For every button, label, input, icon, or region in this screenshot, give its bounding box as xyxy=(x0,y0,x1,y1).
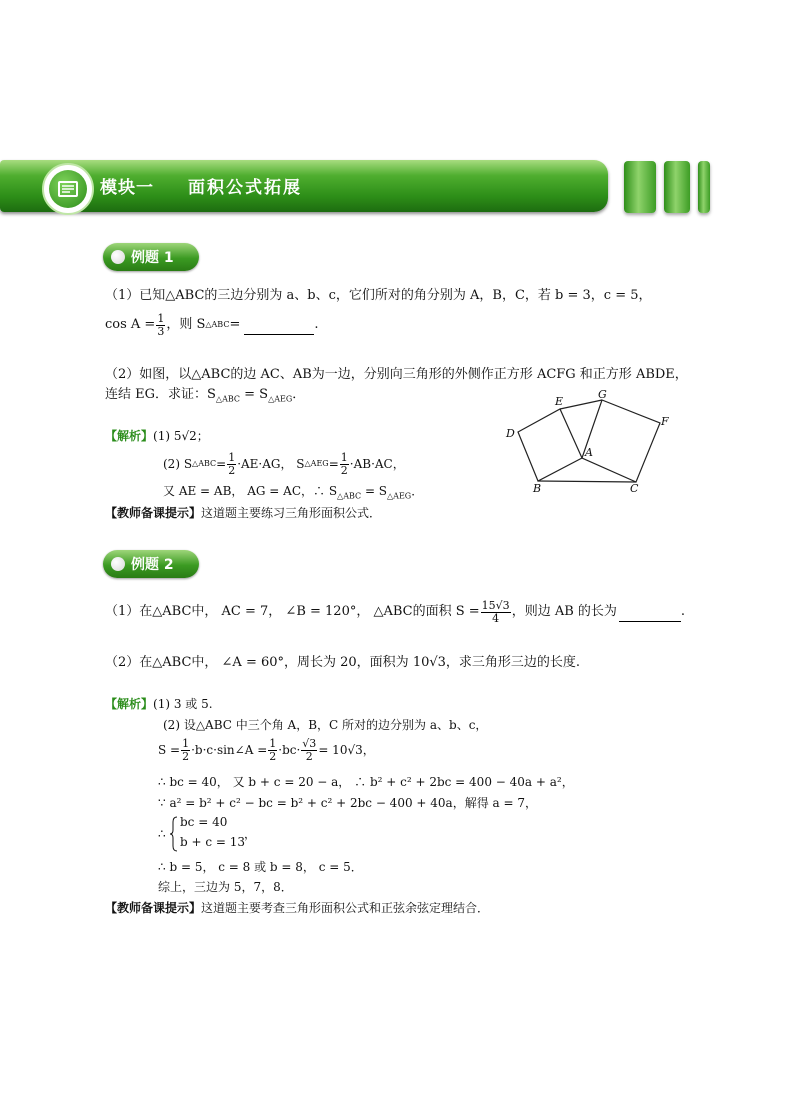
label-g: G xyxy=(598,388,607,401)
ex2-solution-line4: ∴ bc = 40， 又 b + c = 20 − a， ∴ b² + c² + 2bc = 400 − 40a + a²， xyxy=(158,775,574,789)
bullet-icon xyxy=(111,557,125,571)
ex2-teacher-tip xyxy=(105,900,489,916)
label-a: A xyxy=(585,446,593,459)
solution-tag: 【解析】 xyxy=(105,429,154,443)
fraction-den: 4 xyxy=(492,611,500,625)
example-1-badge xyxy=(103,243,199,271)
period: . xyxy=(680,604,686,619)
ex2-solution-line7: ∴ b = 5， c = 8 或 b = 8， c = 5． xyxy=(158,860,363,874)
ex2-solution-line3 xyxy=(158,734,375,766)
fraction-num: 1 xyxy=(228,450,236,464)
ex1-teacher-tip xyxy=(105,505,381,521)
sol3-sub2: △AEG xyxy=(387,491,412,501)
segment-eg xyxy=(560,400,602,409)
ex2-solution-line5: ∵ a² = b² + c² − bc = b² + c² + 2bc − 400 + 40a，解得 a = 7， xyxy=(158,796,537,810)
sol2-a: (2) S xyxy=(163,457,193,471)
sol2-c: ·AE·AG， S xyxy=(237,457,305,471)
label-c: C xyxy=(630,482,639,495)
subscript-abc: △ABC xyxy=(215,394,240,404)
fraction-num: 15√3 xyxy=(481,598,510,612)
fraction-root3-over-2 xyxy=(301,738,317,763)
answer-blank xyxy=(619,603,681,622)
label-f: F xyxy=(661,415,669,428)
fraction-num: 1 xyxy=(182,736,190,750)
module-title: 模块一 xyxy=(100,178,154,198)
ex2-solution-system xyxy=(158,814,358,854)
decor-block-3 xyxy=(698,161,710,213)
solution-1: (1) 3 或 5. xyxy=(153,697,213,711)
ex1-q1-line1: （1）已知△ABC的三边分别为 a、b、c，它们所对的角分别为 A，B，C，若 b = 3，c = 5， xyxy=(105,288,652,303)
fraction-den: 2 xyxy=(182,749,190,763)
fraction-area xyxy=(481,600,511,625)
square-acfg xyxy=(582,400,660,482)
ex2-solution-line1 xyxy=(105,696,213,712)
q2-eq: = S xyxy=(240,387,269,402)
fraction-den: 2 xyxy=(228,463,236,477)
sol3-c: ． xyxy=(411,484,424,498)
sol2-sub2: △AEG xyxy=(304,459,329,468)
label-d: D xyxy=(506,427,515,440)
tip-text: 这道题主要考查三角形面积公式和正弦余弦定理结合． xyxy=(201,901,490,915)
decor-block-2 xyxy=(664,161,690,213)
example-2-badge xyxy=(103,550,199,578)
fraction-half xyxy=(227,452,236,477)
sol2-e: ·AB·AC， xyxy=(349,457,405,471)
ex1-solution-line1 xyxy=(105,428,209,444)
ex2-solution-line2: (2) 设△ABC 中三个角 A，B，C 所对的边分别为 a、b、c， xyxy=(163,718,488,732)
fraction-half xyxy=(268,738,277,763)
ex2-solution-line8: 综上，三边为 5，7，8． xyxy=(158,880,293,894)
fraction-den: 2 xyxy=(305,749,313,763)
fraction-num: √3 xyxy=(302,736,317,750)
ex2-q2: （2）在△ABC中， ∠A = 60°，周长为 20，面积为 10√3，求三角形三边的长度. xyxy=(105,655,581,670)
ex1-solution-line2 xyxy=(163,449,405,479)
label-e: E xyxy=(555,395,564,408)
label-b: B xyxy=(533,482,542,495)
list-icon xyxy=(49,170,87,208)
system-comma: ， xyxy=(244,827,257,841)
sol3-sub1: △ABC xyxy=(337,491,362,501)
therefore-symbol: ∴ xyxy=(158,827,166,841)
sol3-b: ·b·c·sin∠A = xyxy=(191,743,268,757)
decor-block-1 xyxy=(624,161,656,213)
fraction-num: 1 xyxy=(157,311,165,325)
fraction-half xyxy=(340,452,349,477)
system-eq-2: b + c = 13 xyxy=(180,835,246,849)
ex1-solution-line3 xyxy=(163,483,423,504)
fraction-den: 2 xyxy=(269,749,277,763)
sol3-a: S = xyxy=(158,743,181,757)
ex1-q1-line2 xyxy=(105,308,319,342)
sol2-sub1: △ABC xyxy=(192,459,217,468)
ex2-q1 xyxy=(105,594,685,630)
q2-end: ． xyxy=(292,387,306,402)
tip-text: 这道题主要练习三角形面积公式． xyxy=(201,506,382,520)
side-bc xyxy=(538,481,636,482)
system-eq-1: bc = 40 xyxy=(180,815,228,829)
fraction-num: 1 xyxy=(269,736,277,750)
cos-text: cos A = xyxy=(105,317,156,332)
then-text: ，则 S xyxy=(166,317,206,332)
sol3-c: ·bc· xyxy=(278,743,301,757)
fraction-num: 1 xyxy=(340,450,348,464)
answer-blank xyxy=(244,316,314,335)
sol3-a: 又 AE = AB， AG = AC，∴ S xyxy=(163,484,338,498)
sol3-d: = 10√3， xyxy=(318,743,375,757)
example-2-label: 例题 2 xyxy=(131,557,174,573)
fraction-half xyxy=(181,738,190,763)
tip-tag: 【教师备课提示】 xyxy=(105,901,202,915)
module-subtitle: 面积公式拓展 xyxy=(188,178,302,198)
q1-text-b: ，则边 AB 的长为 xyxy=(511,604,617,619)
example-1-label: 例题 1 xyxy=(131,250,174,266)
module-icon xyxy=(49,170,87,208)
equals-text: = xyxy=(229,317,241,332)
q2-prove-text: 连结 EG．求证：S xyxy=(105,387,216,402)
subscript-aeg: △AEG xyxy=(268,394,293,404)
geometry-figure xyxy=(500,385,680,497)
tip-tag: 【教师备课提示】 xyxy=(105,506,202,520)
q1-text: （1）在△ABC中， AC = 7， ∠B = 120°， △ABC的面积 S = xyxy=(105,604,480,619)
period: . xyxy=(314,317,319,332)
fraction-den: 3 xyxy=(157,324,165,338)
bullet-icon xyxy=(111,250,125,264)
solution-tag: 【解析】 xyxy=(105,697,154,711)
ex1-q2-line2 xyxy=(105,386,305,409)
sol2-d: = xyxy=(328,457,339,471)
fraction-one-third xyxy=(156,313,165,338)
left-brace-icon xyxy=(170,816,178,852)
ex1-q2-line1: （2）如图，以△ABC的边 AC、AB为一边，分别向三角形的外侧作正方形 ACFG 和正方形 ABDE， xyxy=(105,367,688,382)
fraction-den: 2 xyxy=(340,463,348,477)
sol2-b: = xyxy=(216,457,227,471)
square-abde xyxy=(518,409,582,481)
solution-1: (1) 5√2； xyxy=(153,429,209,443)
area-subscript: △ABC xyxy=(205,320,230,329)
sol3-b: = S xyxy=(361,484,388,498)
